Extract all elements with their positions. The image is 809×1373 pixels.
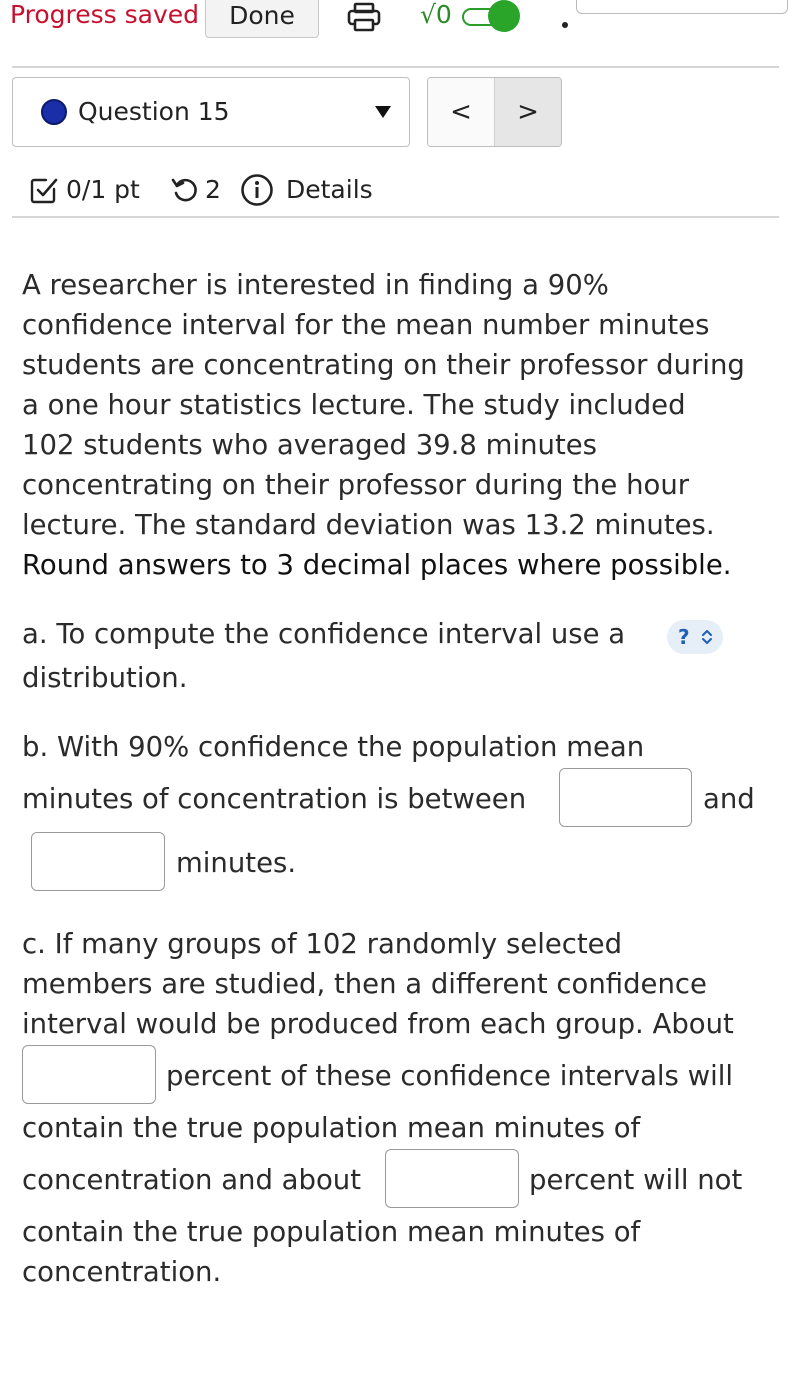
details-link[interactable]: Details bbox=[286, 175, 373, 204]
part-c-text: members are studied, then a different confidence bbox=[22, 968, 707, 1000]
dropdown-caret-icon bbox=[375, 106, 391, 118]
question-line: students are concentrating on their professor during bbox=[22, 349, 745, 381]
percent-contain-input[interactable] bbox=[22, 1045, 156, 1104]
math-display-toggle[interactable] bbox=[420, 0, 525, 34]
percent-not-contain-input[interactable] bbox=[385, 1149, 519, 1208]
question-selector-label: Question 15 bbox=[78, 97, 230, 126]
separator-dot bbox=[562, 22, 568, 28]
divider-top bbox=[12, 66, 779, 68]
upper-bound-input[interactable] bbox=[31, 832, 165, 891]
progress-status: Progress saved bbox=[10, 0, 200, 29]
score-text: 0/1 pt bbox=[66, 175, 140, 204]
part-c-text: c. If many groups of 102 randomly selected bbox=[22, 928, 623, 960]
part-c-text: interval would be produced from each group. About bbox=[22, 1008, 734, 1040]
question-selector[interactable] bbox=[12, 77, 410, 147]
and-label: and bbox=[703, 783, 755, 815]
retry-icon bbox=[171, 176, 199, 204]
part-b-text: minutes of concentration is between bbox=[22, 783, 527, 815]
part-c-text: concentration. bbox=[22, 1256, 222, 1288]
previous-question-button[interactable]: < bbox=[428, 78, 494, 146]
divider-status bbox=[12, 216, 779, 218]
part-a-text: distribution. bbox=[22, 662, 188, 694]
select-value: ? bbox=[678, 625, 690, 649]
distribution-select[interactable] bbox=[667, 620, 723, 654]
part-a-text: a. To compute the confidence interval use a bbox=[22, 618, 626, 650]
printer-icon[interactable] bbox=[346, 2, 382, 32]
next-question-button[interactable]: > bbox=[494, 78, 561, 146]
minutes-label: minutes. bbox=[176, 847, 297, 879]
question-status-dot bbox=[41, 99, 67, 125]
question-line: confidence interval for the mean number minutes bbox=[22, 309, 710, 341]
chevron-up-down-icon bbox=[700, 627, 714, 647]
question-status-row bbox=[30, 172, 790, 208]
question-line: concentrating on their professor during the hour bbox=[22, 469, 690, 501]
lower-bound-input[interactable] bbox=[559, 768, 692, 827]
part-c-text: contain the true population mean minutes of bbox=[22, 1216, 641, 1248]
toggle-knob bbox=[488, 0, 520, 32]
math-toggle-label: √0 bbox=[420, 0, 452, 29]
part-c-text: contain the true population mean minutes of bbox=[22, 1112, 641, 1144]
checkbox-score-icon bbox=[30, 176, 58, 204]
question-nav-buttons bbox=[427, 77, 562, 147]
rounding-instruction: Round answers to 3 decimal places where possible. bbox=[22, 549, 732, 581]
question-line: A researcher is interested in finding a 90% bbox=[22, 269, 609, 301]
part-c-text: percent of these confidence intervals will bbox=[166, 1060, 734, 1092]
info-icon[interactable] bbox=[240, 173, 274, 207]
question-line: a one hour statistics lecture. The study included bbox=[22, 389, 686, 421]
part-c-text: concentration and about bbox=[22, 1164, 362, 1196]
top-search-box[interactable] bbox=[576, 0, 788, 14]
part-c-text: percent will not bbox=[529, 1164, 743, 1196]
part-b-text: b. With 90% confidence the population mean bbox=[22, 731, 645, 763]
question-line: lecture. The standard deviation was 13.2 minutes. bbox=[22, 509, 715, 541]
question-line: 102 students who averaged 39.8 minutes bbox=[22, 429, 597, 461]
retries-count: 2 bbox=[205, 175, 221, 204]
top-toolbar bbox=[0, 0, 809, 44]
done-button[interactable]: Done bbox=[205, 0, 319, 38]
